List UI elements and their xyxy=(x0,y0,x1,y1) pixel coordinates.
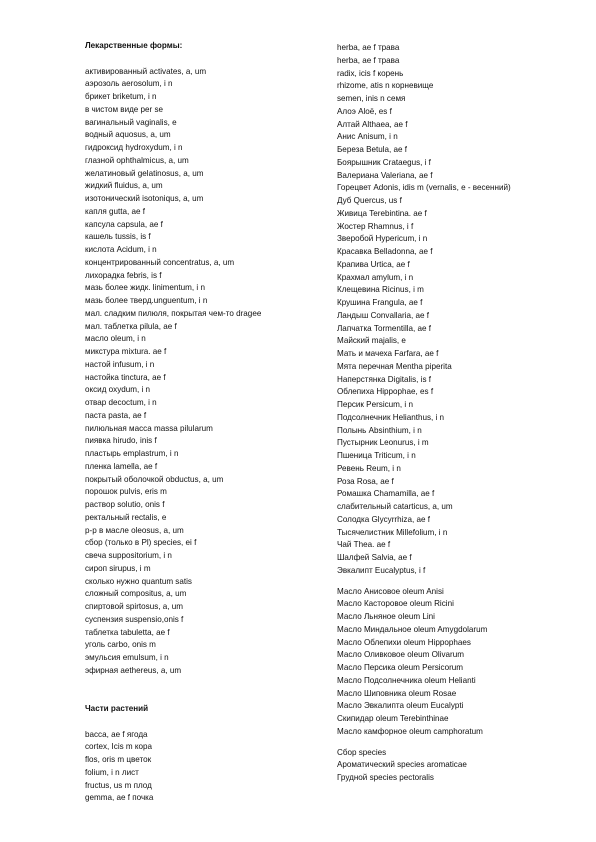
plant-entry: Пустырник Leonurus, i m xyxy=(337,438,429,448)
plant-part-entry: bacca, ae f ягода xyxy=(85,729,148,739)
dosage-form-entry: сколько нужно quantum satis xyxy=(85,576,192,586)
dosage-form-entry: гидроксид hydroxydum, i n xyxy=(85,143,183,152)
dosage-form-entry: эфирная aethereus, a, um xyxy=(85,665,182,675)
dosage-form-entry: пластырь emplastrum, i n xyxy=(85,449,179,458)
dosage-form-entry: настой infusum, i n xyxy=(85,359,155,369)
dosage-form-entry: настойка tinctura, ae f xyxy=(85,372,166,382)
dosage-form-entry: аэрозоль aerosolum, i n xyxy=(85,79,173,89)
dosage-form-entry: паста pasta, ae f xyxy=(85,410,147,420)
dosage-form-entry: активированный activates, a, um xyxy=(85,66,207,76)
plant-entry: Жостер Rhamnus, i f xyxy=(337,221,414,231)
oil-entry: Масло Облепихи oleum Hippophaes xyxy=(337,637,471,647)
left-column xyxy=(85,40,335,805)
plant-entry: Боярышник Crataegus, i f xyxy=(337,157,431,167)
plant-entry: Ревень Reum, i n xyxy=(337,463,401,473)
species-entry: Грудной species pectoralis xyxy=(337,773,434,782)
dosage-form-entry: спиртовой spirtosus, a, um xyxy=(85,602,183,611)
plant-entry: radix, icis f корень xyxy=(337,68,404,78)
plant-entry: Эвкалипт Eucalyptus, i f xyxy=(337,565,426,575)
dosage-form-entry: кашель tussis, is f xyxy=(85,232,151,242)
plant-entry: Чай Thea. ae f xyxy=(337,540,391,550)
dosage-form-entry: капсула capsula, ae f xyxy=(85,219,163,229)
plant-entry: Ромашка Chamamilla, ae f xyxy=(337,489,435,499)
section-heading-plant-parts: Части растений xyxy=(85,704,149,713)
oil-entry: Скипидар oleum Terebinthinae xyxy=(337,714,449,723)
plant-entry: Крушина Frangula, ae f xyxy=(337,298,423,307)
dosage-form-entry: эмульсия emulsum, i n xyxy=(85,653,169,662)
oil-entry: Масло камфорное oleum camphoratum xyxy=(337,726,483,736)
plant-entry: Горецвет Adonis, idis m (vernalis, e - весенний) xyxy=(337,183,511,193)
dosage-form-entry: мал. сладким пилюля, покрытая чем-то dragee xyxy=(85,308,262,318)
plant-entry: herba, ae f трава xyxy=(337,43,400,52)
section-heading-dosage-forms: Лекарственные формы: xyxy=(85,41,183,50)
plant-entry: Майский majalis, e xyxy=(337,336,406,346)
dosage-form-entry: ректальный rectalis, e xyxy=(85,512,167,522)
plant-entry: herba, ae f трава xyxy=(337,55,400,65)
dosage-form-entry: жидкий fluidus, a, um xyxy=(85,181,163,191)
dosage-form-entry: изотонический isotoniqus, a, um xyxy=(85,194,204,203)
plant-entry: Лапчатка Tormentilla, ae f xyxy=(337,323,432,333)
dosage-form-entry: вагинальный vaginalis, e xyxy=(85,117,177,127)
dosage-form-entry: суспензия suspensio,onis f xyxy=(85,614,184,624)
oil-entry: Масло Персика oleum Persicorum xyxy=(337,663,464,672)
dosage-form-entry: мазь более тверд.unguentum, i n xyxy=(85,296,208,305)
dosage-form-entry: лихорадка febris, is f xyxy=(85,270,162,280)
plant-entry: Клещевина Ricinus, i m xyxy=(337,285,424,295)
dosage-form-entry: мазь более жидк. linimentum, i n xyxy=(85,283,205,293)
plant-entry: Роза Rosa, ae f xyxy=(337,476,394,486)
dosage-forms-list xyxy=(85,66,335,678)
plant-entry: Зверобой Hypericum, i n xyxy=(337,234,428,244)
dosage-form-entry: водный aquosus, a, um xyxy=(85,130,171,140)
plant-part-entry: flos, oris m цветок xyxy=(85,755,152,764)
plant-entry: Валериана Valeriana, ae f xyxy=(337,170,433,180)
dosage-form-entry: отвар decoctum, i n xyxy=(85,398,157,407)
plant-entry: rhizome, atis n корневище xyxy=(337,81,434,91)
plant-entry: Пшеница Triticum, i n xyxy=(337,451,416,460)
plant-entry: Алтай Althaea, ae f xyxy=(337,119,408,129)
plant-part-entry: fructus, us m плод xyxy=(85,780,152,790)
dosage-form-entry: кислота Acidum, i n xyxy=(85,245,157,254)
dosage-form-entry: р-р в масле oleosus, a, um xyxy=(85,525,184,535)
dosage-form-entry: микстура mixtura. ae f xyxy=(85,347,167,356)
plant-entry: Шалфей Salvia, ae f xyxy=(337,553,412,562)
dosage-form-entry: капля gutta, ae f xyxy=(85,206,145,216)
plant-entry: Алоэ Aloё, es f xyxy=(337,106,392,116)
dosage-form-entry: брикет briketum, i n xyxy=(85,92,157,101)
plant-entry: Крахмал amylum, i n xyxy=(337,272,414,282)
species-entry: Сбор species xyxy=(337,747,387,757)
plant-entry: Солодка Glycyrrhiza, ae f xyxy=(337,514,430,524)
dosage-form-entry: покрытый оболочкой obductus, a, um xyxy=(85,474,224,484)
plant-parts-list xyxy=(85,729,335,806)
dosage-form-entry: порошок pulvis, eris m xyxy=(85,487,167,497)
dosage-form-entry: раствор solutio, onis f xyxy=(85,500,165,509)
plant-entry: Подсолнечник Helianthus, i n xyxy=(337,412,445,422)
dosage-form-entry: глазной ophthalmicus, a, um xyxy=(85,155,189,165)
plant-entry: Тысячелистник Millefolium, i n xyxy=(337,527,448,537)
dosage-form-entry: уголь carbo, onis m xyxy=(85,640,156,650)
plant-entry: Живица Terebintina. ae f xyxy=(337,208,427,218)
dosage-form-entry: сироп sirupus, i m xyxy=(85,563,151,573)
plant-part-entry: cortex, Icis m кора xyxy=(85,742,153,752)
dosage-form-entry: желатиновый gelatinosus, a, um xyxy=(85,168,204,178)
plant-entry: Красавка Belladonna, ae f xyxy=(337,247,433,256)
oil-entry: Масло Подсолнечника oleum Helianti xyxy=(337,675,476,685)
plant-entry: Персик Persicum, i n xyxy=(337,400,413,409)
dosage-form-entry: масло oleum, i n xyxy=(85,334,146,344)
dosage-form-entry: оксид oxydum, i n xyxy=(85,385,151,395)
plant-entry: слабительный catarticus, a, um xyxy=(337,502,453,511)
dosage-form-entry: мал. таблетка pilula, ae f xyxy=(85,321,177,331)
plant-entry: Мать и мачеха Farfara, ae f xyxy=(337,349,439,358)
oil-entry: Масло Касторовое oleum Ricini xyxy=(337,599,454,609)
species-list xyxy=(337,747,587,785)
plant-entry: semen, inis n семя xyxy=(337,94,406,103)
plant-entry: Полынь Absinthium, i n xyxy=(337,425,422,435)
plant-entry: Мята перечная Mentha piperita xyxy=(337,361,452,371)
dosage-form-entry: свеча suppositorium, i n xyxy=(85,551,172,560)
dosage-form-entry: пленка lamella, ae f xyxy=(85,461,158,471)
plant-part-entry: folium, i n лист xyxy=(85,767,139,777)
dosage-form-entry: таблетка tabuletta, ae f xyxy=(85,627,170,637)
dosage-form-entry: концентрированный concentratus, a, um xyxy=(85,257,235,267)
oils-list xyxy=(337,586,587,739)
plant-part-entry: gemma, ae f почка xyxy=(85,793,154,803)
plant-entry: Дуб Quercus, us f xyxy=(337,196,402,205)
oil-entry: Масло Оливковое oleum Olivarum xyxy=(337,650,464,660)
oil-entry: Масло Льняное oleum Lini xyxy=(337,612,435,621)
oil-entry: Масло Эвкалипта oleum Eucalypti xyxy=(337,701,464,711)
plant-entry: Анис Anisum, i n xyxy=(337,132,398,142)
right-column xyxy=(337,42,587,785)
plant-entry: Облепиха Hippophae, es f xyxy=(337,387,434,397)
plants-list xyxy=(337,42,587,578)
oil-entry: Масло Миндальное oleum Amygdolarum xyxy=(337,624,488,634)
plant-entry: Крапива Urtica, ae f xyxy=(337,259,410,269)
dosage-form-entry: пилюльная масса massa pilularum xyxy=(85,423,213,433)
oil-entry: Масло Анисовое oleum Anisi xyxy=(337,586,444,596)
plant-entry: Ландыш Convallaria, ae f xyxy=(337,310,430,320)
dosage-form-entry: сбор (только в Pl) species, ei f xyxy=(85,538,197,548)
oil-entry: Масло Шиповника oleum Rosae xyxy=(337,688,457,698)
plant-entry: Береза Betula, ae f xyxy=(337,145,408,154)
plant-entry: Наперстянка Digitalis, is f xyxy=(337,374,431,384)
dosage-form-entry: в чистом виде per se xyxy=(85,104,164,114)
dosage-form-entry: сложный compositus, a, um xyxy=(85,589,187,599)
species-entry: Ароматический species aromaticae xyxy=(337,760,467,770)
dosage-form-entry: пиявка hirudo, inis f xyxy=(85,436,157,446)
